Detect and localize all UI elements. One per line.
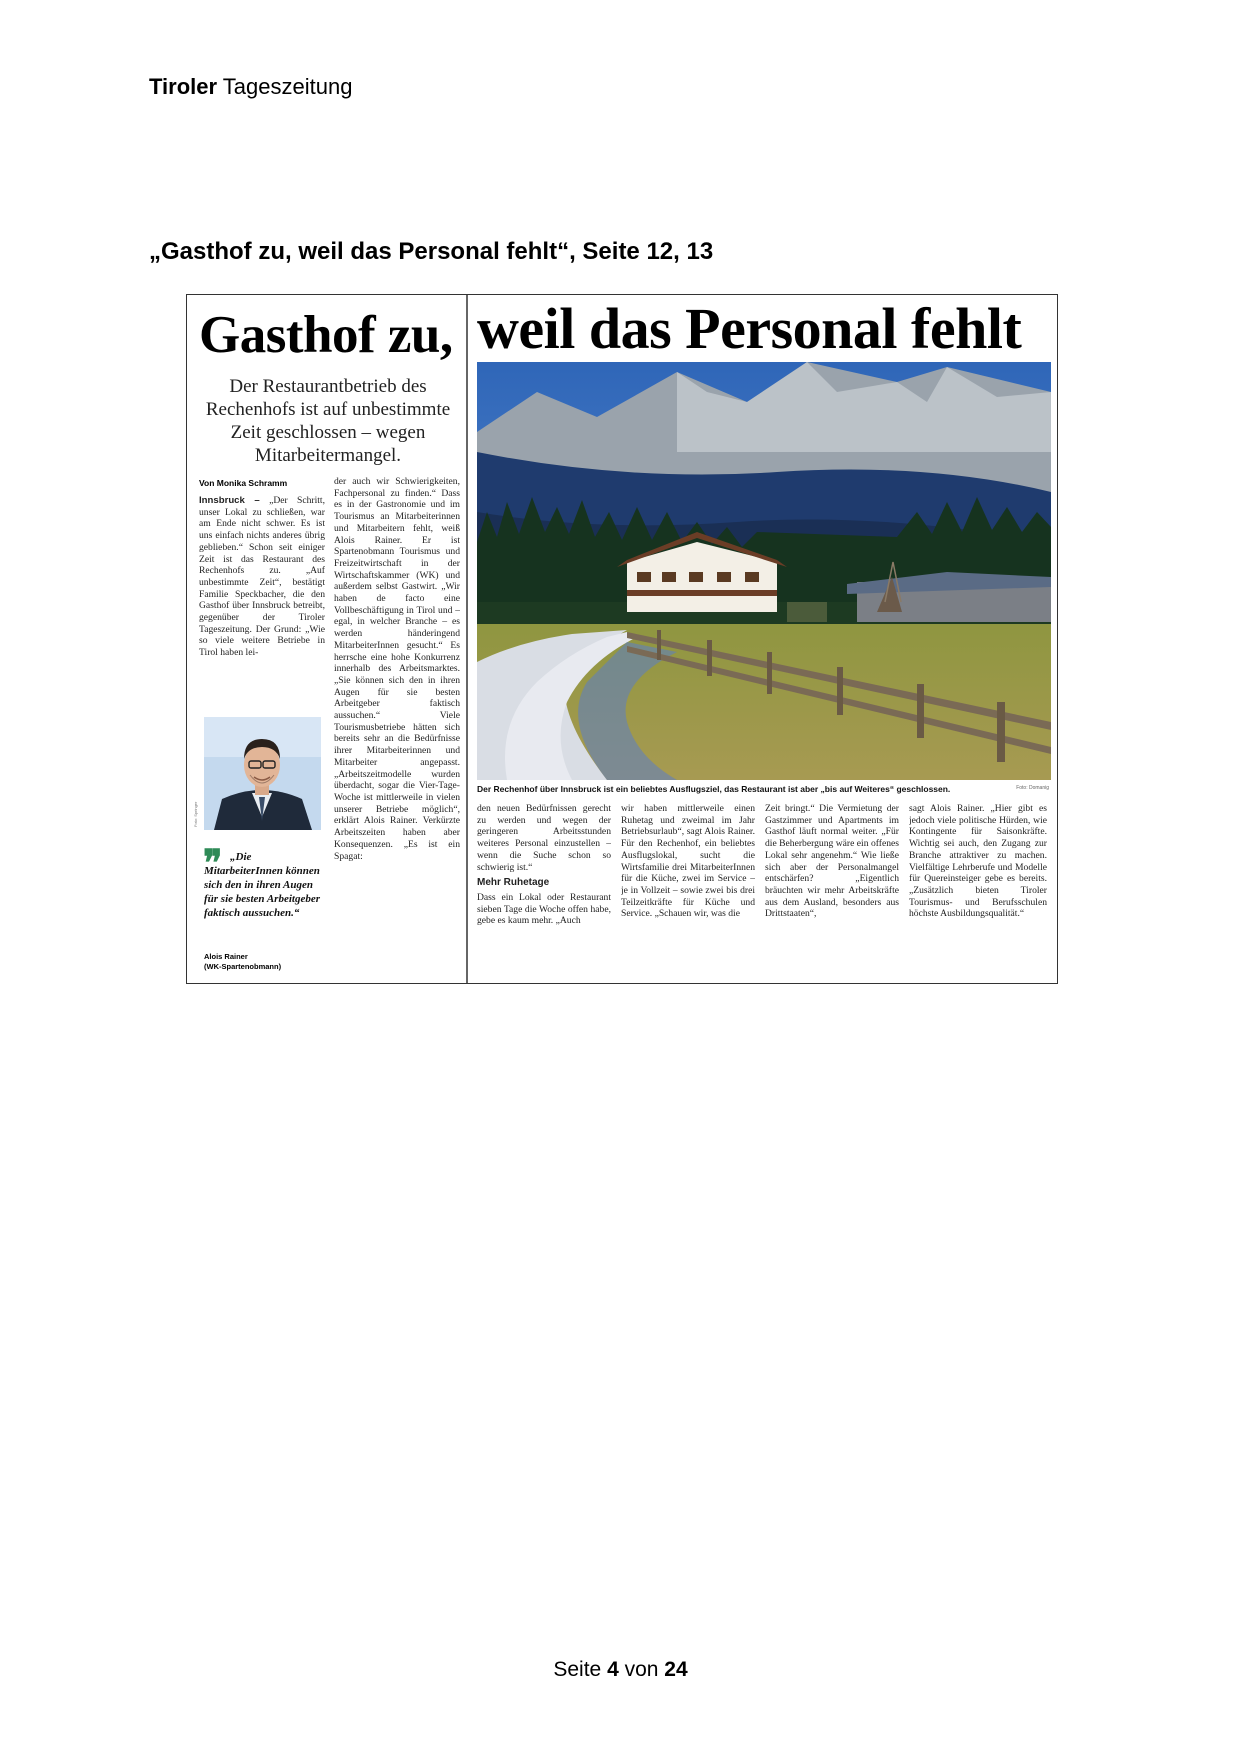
masthead-bold: Tiroler [149, 74, 218, 99]
page-footer [0, 1658, 1241, 1682]
article-column-1 [199, 495, 325, 699]
article-column-5: Zeit bringt.“ Die Vermietung der Gastzimmer und Apartments im Gasthof läuft normal weiter. „Für die Beherbergung wäre ein offenes Lokal sehr angenehm.“ Wie ließe sich aber der Personalmangel entschärfen? „Eigentlich bräuchten wir mehr Arbeitskräfte aus dem Ausland, besonders aus Drittstaaten“, [765, 803, 899, 920]
footer-prefix: Seite [553, 1658, 602, 1681]
footer-total-pages: 24 [664, 1658, 688, 1681]
quote-author-role: (WK-Spartenobmann) [204, 962, 282, 971]
quote-author-name: Alois Rainer [204, 952, 248, 961]
portrait-credit: Foto: Springer [193, 801, 198, 827]
pull-quote: „Die MitarbeiterInnen können sich den in ihren Augen für sie besten Arbeitgeber faktisch aussuchen.“ [204, 851, 320, 919]
column-divider [466, 295, 468, 983]
article-column-6: sagt Alois Rainer. „Hier gibt es jedoch viele politische Hürden, wie Kontingente für Saisonkräfte. Wichtig sei auch, den Zugang zur Branche attraktiver zu machen. Vielfältige Lehrberufe und Modelle für Quereinsteiger gebe es bereits. „Zusätzlich bieten Tiroler Tourismus- und Berufsschulen höchste Ausbildungsqualität.“ [909, 803, 1047, 920]
rechenhof-photo [477, 362, 1051, 780]
footer-current-page: 4 [607, 1658, 619, 1681]
quote-author [204, 952, 281, 972]
article-column-4: wir haben mittlerweile einen Ruhetag und zweimal im Jahr Betriebsurlaub“, sagt Alois Rainer. Für den Rechenhof, ein beliebtes Ausflugslokal, sucht die Wirtsfamilie drei MitarbeiterInnen für die Küche, zwei im Service – je in Vollzeit – sowie zwei bis drei Teilzeitkräfte für Küche und Service. „Schauen wir, was die [621, 803, 755, 920]
column-1-text: „Der Schritt, unser Lokal zu schließen, war am Ende nicht schwer. Es ist uns einfach nichts anderes übrig geblieben.“ Schon seit einiger Zeit ist das Restaurant des Rechenhofs zu. „Auf unbestimmte Zeit“, bestätigt Familie Speckbacher, die den Gasthof über Innsbruck betreibt, gegenüber der Tiroler Tageszeitung. Der Grund: „Wie so viele weitere Betriebe in Tirol haben lei- [199, 495, 325, 659]
column-3-text-b: Dass ein Lokal oder Restaurant sieben Tage die Woche offen habe, gebe es kaum mehr. „Auch [477, 891, 611, 927]
newspaper-masthead [149, 74, 352, 100]
article-column-2: der auch wir Schwierigkeiten, Fachpersonal zu finden.“ Dass es in der Gastronomie und im Tourismus an Mitarbeiterinnen und Mitarbeitern fehlt, weiß Alois Rainer. Er ist Spartenobmann Tourismus und Freizeitwirtschaft in der Wirtschaftskammer (WK) und außerdem selbst Gastwirt. „Wir haben de facto eine Vollbeschäftigung in Tirol und – egal, in welcher Branche – es werden händeringend MitarbeiterInnen gesucht.“ Es herrsche eine hohe Konkurrenz innerhalb des Arbeitsmarktes. „Sie können sich den in ihren Augen für sie besten Arbeitgeber faktisch aussuchen.“ Viele Tourismusbetriebe hätten sich bereits sehr an die Bedürfnisse ihrer Mitarbeiterinnen und Mitarbeiter angepasst. „Arbeitszeitmodelle wurden überdacht, sogar die Vier-Tage-Woche ist mittlerweile in vielen unserer Betriebe möglich“, erklärt Alois Rainer. Verkürzte Arbeitszeiten haben aber Konsequenzen. „Es ist ein Spagat: [334, 476, 460, 862]
document-heading: „Gasthof zu, weil das Personal fehlt“, Seite 12, 13 [149, 238, 714, 265]
footer-separator: von [624, 1658, 659, 1681]
article-byline: Von Monika Schramm [199, 478, 288, 488]
article-column-3 [477, 803, 611, 975]
landscape-illustration [477, 362, 1051, 780]
portrait-illustration [204, 717, 321, 830]
photo-credit: Foto: Domanig [1016, 785, 1049, 791]
portrait-photo [204, 717, 321, 830]
quote-mark-icon: ❞ [203, 842, 223, 883]
article-subhead: Mehr Ruhetage [477, 877, 550, 889]
article-dateline: Innsbruck – [199, 495, 260, 506]
newspaper-clipping [186, 294, 1058, 984]
article-standfirst: Der Restaurantbetrieb des Rechenhofs ist auf unbestimmte Zeit geschlossen – wegen Mitarbeitermangel. [205, 376, 451, 466]
photo-caption: Der Rechenhof über Innsbruck ist ein beliebtes Ausflugsziel, das Restaurant ist aber „bis auf Weiteres“ geschlossen. [477, 784, 951, 794]
headline-part1: Gasthof zu, [199, 306, 453, 364]
column-3-text-a: den neuen Bedürfnissen gerecht zu werden und wegen der geringeren Arbeitsstunden weiteres Personal einzustellen – wenn die Suche schon so schwierig ist.“ [477, 803, 611, 873]
headline-part2: weil das Personal fehlt [477, 296, 1022, 361]
masthead-regular: Tageszeitung [222, 74, 353, 99]
